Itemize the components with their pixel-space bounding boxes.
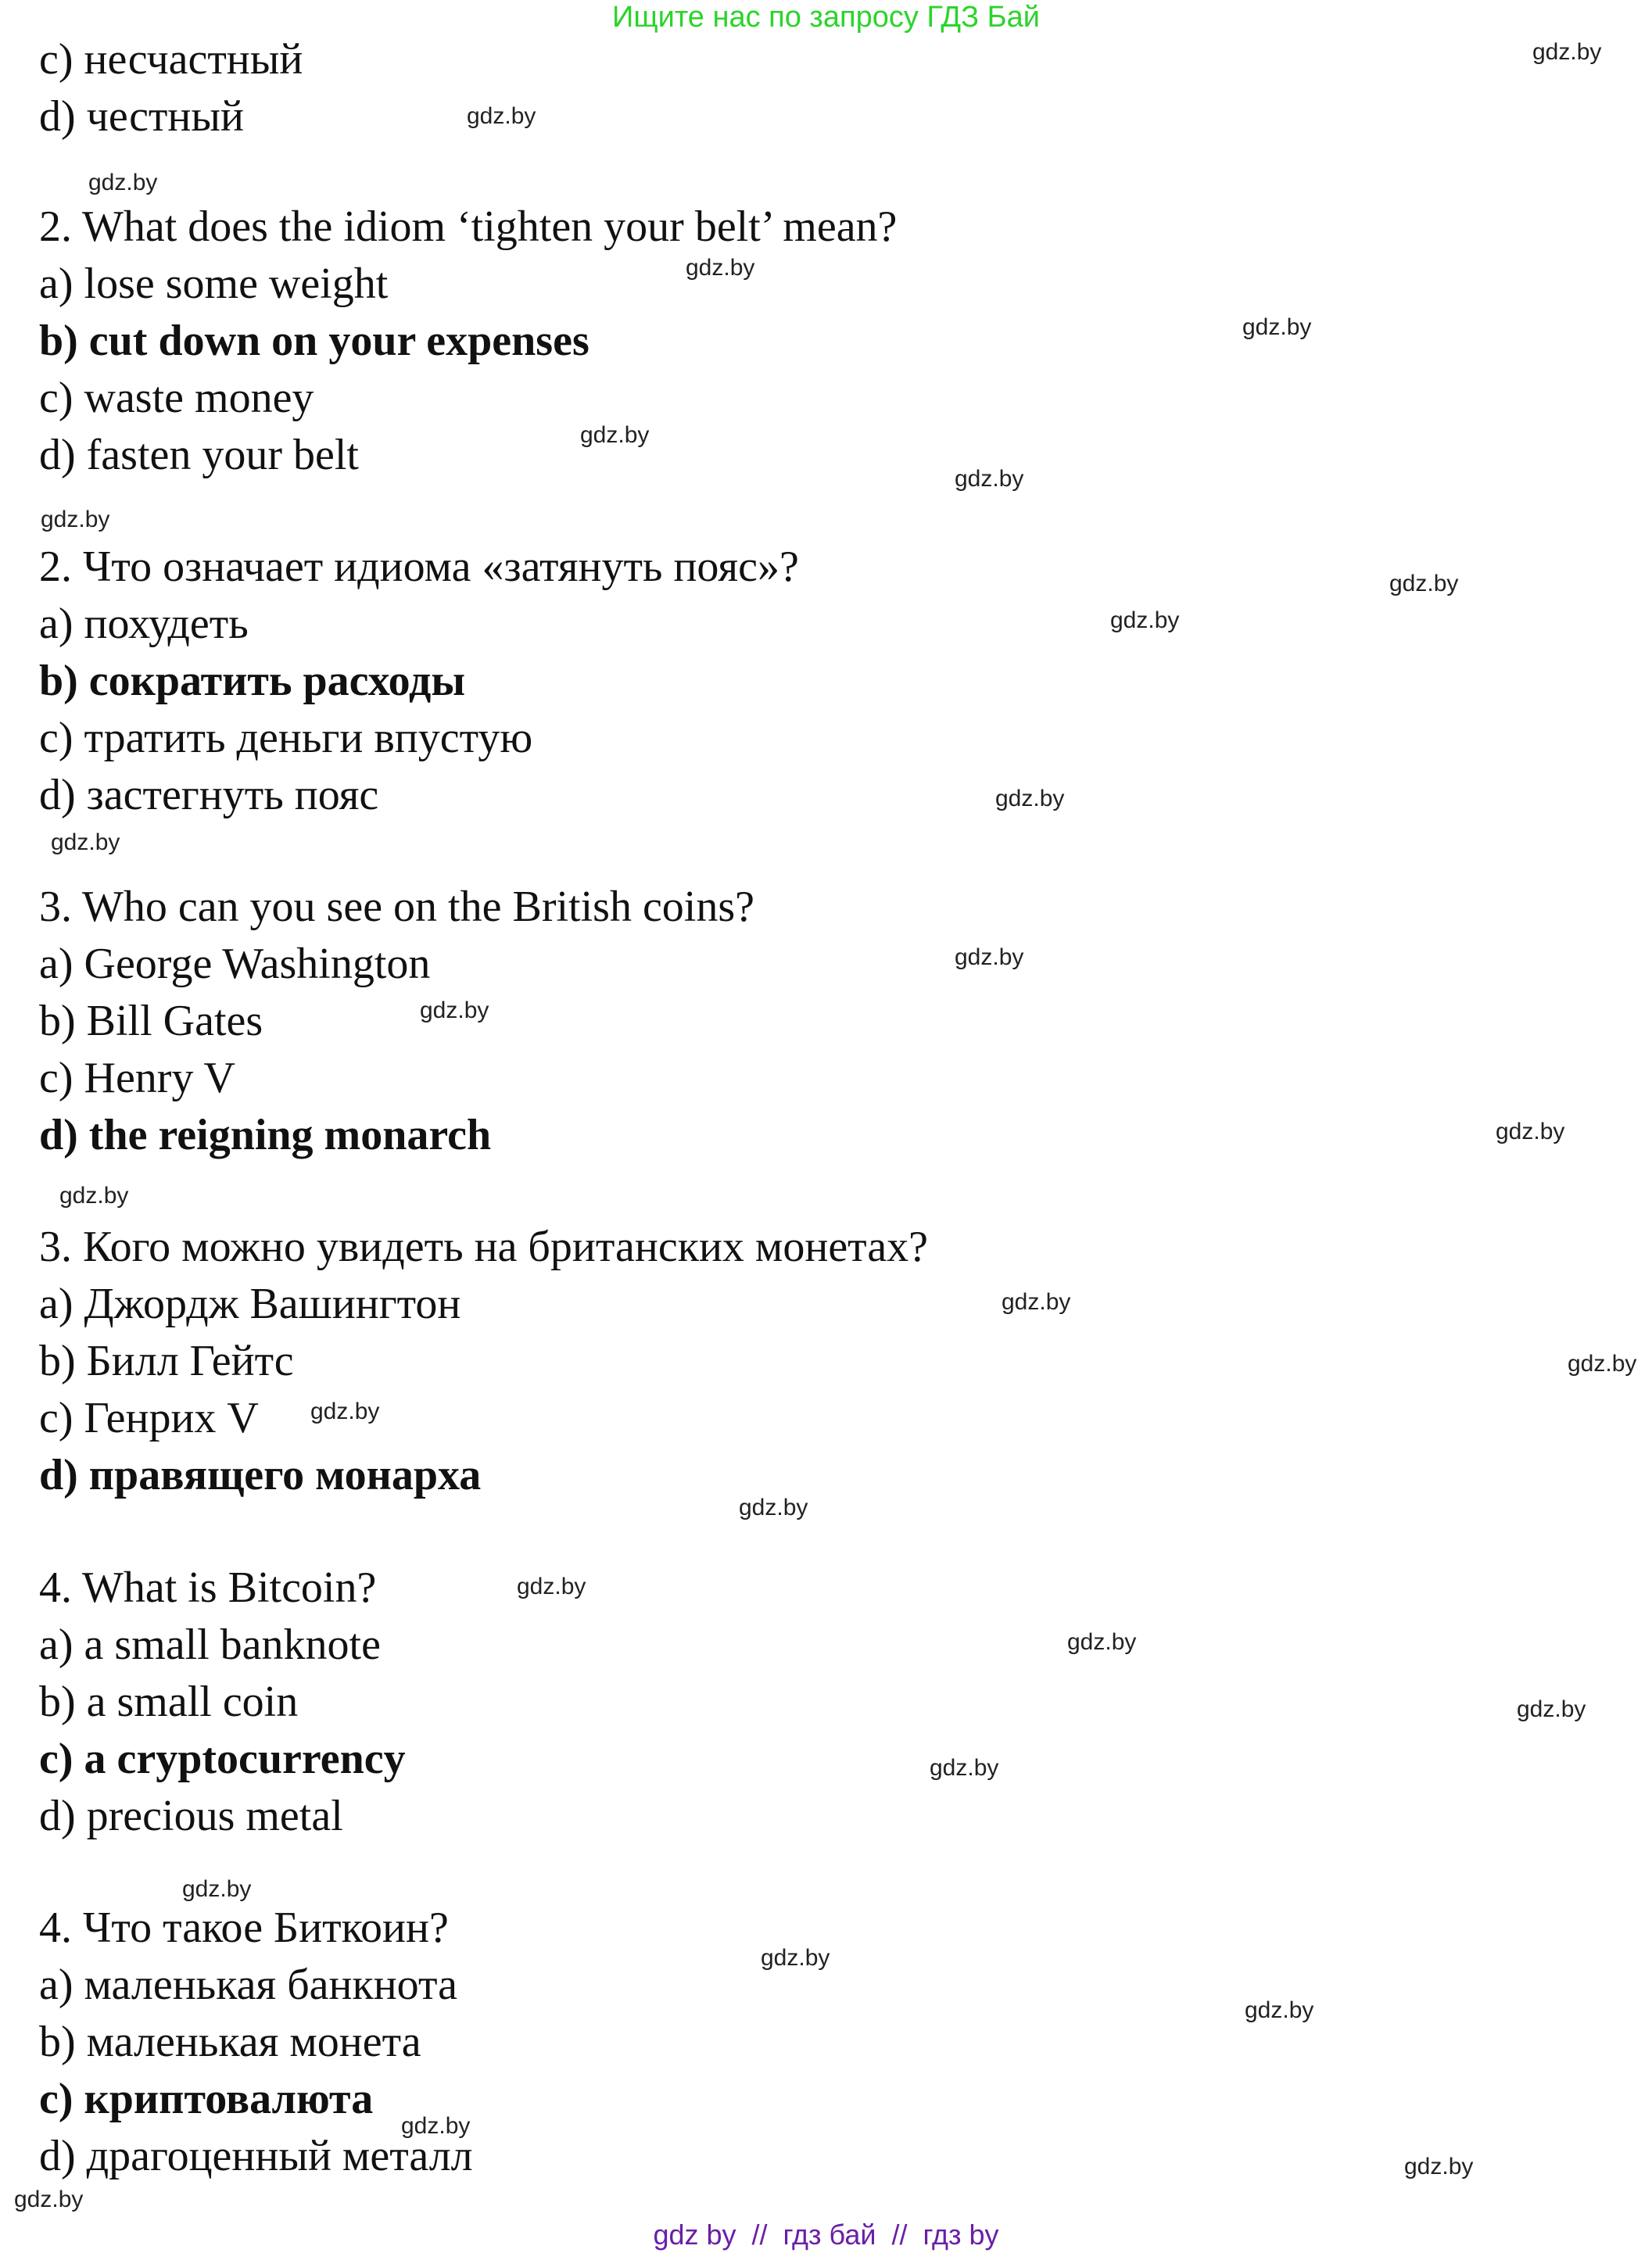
answer-line: c) waste money xyxy=(39,374,314,422)
watermark-text: gdz.by xyxy=(14,2187,84,2212)
watermark-text: gdz.by xyxy=(1568,1351,1637,1377)
answer-line: c) тратить деньги впустую xyxy=(39,714,533,762)
watermark-text: gdz.by xyxy=(59,1183,129,1209)
watermark-text: gdz.by xyxy=(955,944,1024,970)
answer-line: b) маленькая монета xyxy=(39,2018,421,2066)
watermark-text: gdz.by xyxy=(930,1755,999,1781)
watermark-text: gdz.by xyxy=(761,1945,830,1971)
footer-links: gdz by // гдз бай // гдз by xyxy=(653,2219,999,2251)
watermark-text: gdz.by xyxy=(1242,314,1312,340)
watermark-text: gdz.by xyxy=(580,422,650,448)
watermark-text: gdz.by xyxy=(420,997,489,1023)
answer-line: a) маленькая банкнота xyxy=(39,1961,457,2009)
watermark-text: gdz.by xyxy=(955,466,1024,492)
answer-line: c) a cryptocurrency xyxy=(39,1735,406,1783)
watermark-text: gdz.by xyxy=(995,786,1065,811)
watermark-text: gdz.by xyxy=(517,1574,586,1599)
watermark-text: gdz.by xyxy=(88,170,158,195)
answer-line: b) Билл Гейтс xyxy=(39,1337,294,1385)
answer-line: b) сократить расходы xyxy=(39,657,466,705)
top-banner: Ищите нас по запросу ГДЗ Бай xyxy=(612,1,1040,34)
watermark-text: gdz.by xyxy=(1067,1629,1137,1655)
answer-line: b) Bill Gates xyxy=(39,997,263,1045)
watermark-text: gdz.by xyxy=(739,1495,808,1520)
answer-line: a) George Washington xyxy=(39,940,431,988)
answer-line: c) Henry V xyxy=(39,1054,235,1102)
question-line: 4. Что такое Биткоин? xyxy=(39,1904,449,1952)
watermark-text: gdz.by xyxy=(310,1399,380,1424)
answer-line: d) застегнуть пояс xyxy=(39,771,379,819)
answer-line: a) lose some weight xyxy=(39,260,389,308)
watermark-text: gdz.by xyxy=(686,255,755,281)
answer-line: b) a small coin xyxy=(39,1678,299,1726)
watermark-text: gdz.by xyxy=(1532,39,1602,65)
watermark-text: gdz.by xyxy=(1002,1289,1071,1315)
watermark-text: gdz.by xyxy=(1110,607,1180,633)
answer-line: a) a small banknote xyxy=(39,1621,381,1669)
answer-line: d) драгоценный металл xyxy=(39,2132,473,2180)
watermark-text: gdz.by xyxy=(1517,1696,1586,1722)
answer-line: d) fasten your belt xyxy=(39,431,359,479)
question-line: 3. Кого можно увидеть на британских монетах? xyxy=(39,1223,929,1271)
answer-line: b) cut down on your expenses xyxy=(39,317,589,365)
question-line: 2. Что означает идиома «затянуть пояс»? xyxy=(39,543,799,591)
watermark-text: gdz.by xyxy=(1496,1119,1565,1144)
question-line: 4. What is Bitcoin? xyxy=(39,1563,377,1612)
question-line: 2. What does the idiom ‘tighten your belt’ mean? xyxy=(39,202,898,251)
answer-line: d) precious metal xyxy=(39,1792,343,1840)
answer-line: d) честный xyxy=(39,92,244,141)
answer-line: c) несчастный xyxy=(39,35,303,84)
answer-line: d) правящего монарха xyxy=(39,1451,482,1499)
watermark-text: gdz.by xyxy=(182,1876,252,1902)
watermark-text: gdz.by xyxy=(1245,1997,1314,2023)
watermark-text: gdz.by xyxy=(51,829,120,855)
question-line: 3. Who can you see on the British coins? xyxy=(39,883,755,931)
answer-line: c) Генрих V xyxy=(39,1394,259,1442)
watermark-text: gdz.by xyxy=(467,103,536,129)
watermark-text: gdz.by xyxy=(1404,2154,1474,2179)
watermark-text: gdz.by xyxy=(401,2113,471,2139)
answer-line: c) криптовалюта xyxy=(39,2075,374,2123)
answer-line: d) the reigning monarch xyxy=(39,1111,492,1159)
watermark-text: gdz.by xyxy=(41,507,110,532)
answer-line: a) Джордж Вашингтон xyxy=(39,1280,461,1328)
watermark-text: gdz.by xyxy=(1389,571,1459,596)
answer-line: a) похудеть xyxy=(39,600,249,648)
